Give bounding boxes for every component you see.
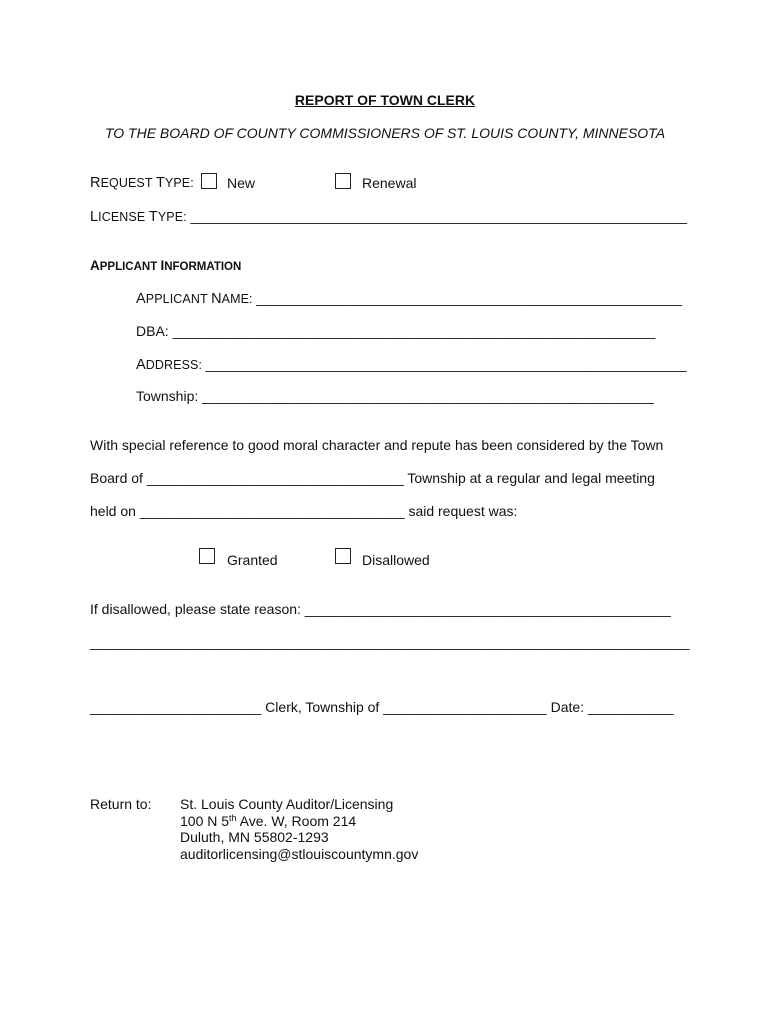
granted-checkbox[interactable] <box>199 548 215 564</box>
granted-option-label: Granted <box>227 552 278 568</box>
address-field[interactable]: ADDRESS: _____________________________________________________________ <box>136 356 687 373</box>
applicant-information-heading: APPLICANT INFORMATION <box>90 258 242 273</box>
statement-line-1: With special reference to good moral character and repute has been considered by the Town <box>90 437 664 453</box>
return-address-line-2: 100 N 5th Ave. W, Room 214 <box>180 812 357 829</box>
request-type-label: REQUEST TYPE: <box>90 175 194 191</box>
new-option-label: New <box>227 175 256 191</box>
disallowed-checkbox[interactable] <box>335 548 351 564</box>
disallowed-reason-field[interactable]: If disallowed, please state reason: _______________________________________________ <box>90 601 671 617</box>
renewal-checkbox[interactable] <box>335 173 351 189</box>
township-field[interactable]: Township: __________________________________________________________ <box>136 388 654 404</box>
disallowed-option-label: Disallowed <box>362 552 430 568</box>
page-title: REPORT OF TOWN CLERK <box>294 92 476 108</box>
board-of-township-field[interactable]: Board of _________________________________ Township at a regular and legal meeting <box>90 470 655 486</box>
clerk-signature-line[interactable]: ______________________ Clerk, Township of _____________________ Date: ___________ <box>90 699 674 715</box>
return-email[interactable]: auditorlicensing@stlouiscountymn.gov <box>180 845 419 862</box>
meeting-date-field[interactable]: held on __________________________________ said request was: <box>90 503 518 519</box>
return-address <box>180 796 418 862</box>
dba-field[interactable]: DBA: ______________________________________________________________ <box>136 323 656 339</box>
new-checkbox[interactable] <box>201 173 217 189</box>
license-type-field[interactable]: LICENSE TYPE: _______________________________________________________________ <box>90 208 688 225</box>
return-address-line-3: Duluth, MN 55802-1293 <box>180 829 329 845</box>
applicant-name-field[interactable]: APPLICANT NAME: ______________________________________________________ <box>136 290 683 307</box>
page-subtitle: TO THE BOARD OF COUNTY COMMISSIONERS OF ST. LOUIS COUNTY, MINNESOTA <box>104 125 666 141</box>
return-to-label: Return to: <box>90 796 152 812</box>
disallowed-reason-line-2[interactable]: _____________________________________________________________________________ <box>90 634 690 650</box>
return-address-line-1: St. Louis County Auditor/Licensing <box>180 796 394 812</box>
renewal-option-label: Renewal <box>362 175 417 191</box>
